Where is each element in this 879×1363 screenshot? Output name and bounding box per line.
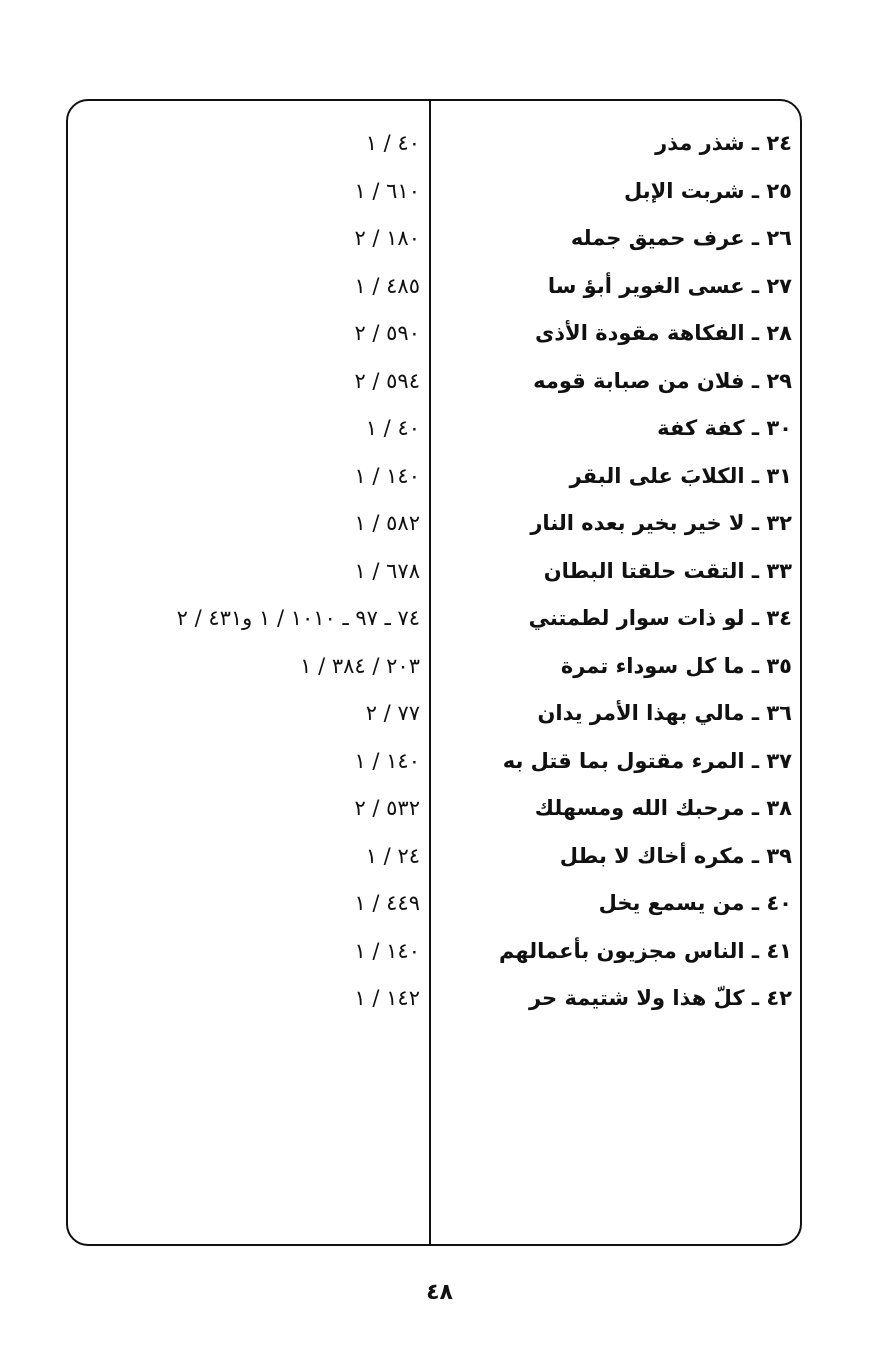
reference-entry: ٤٠ / ١ xyxy=(365,416,420,440)
proverb-entry: ٣٠ ـ كفة كفة xyxy=(657,416,792,440)
proverb-entry: ٢٧ ـ عسى الغوير أبؤ سا xyxy=(547,273,792,298)
proverb-entry: ٣٢ ـ لا خير بخير بعده النار xyxy=(530,511,792,535)
reference-entry: ١٤٠ / ١ xyxy=(354,748,420,773)
reference-entry: ٢٤ / ١ xyxy=(365,843,420,868)
reference-entry: ٥٩٤ / ٢ xyxy=(354,368,420,393)
reference-entry: ٦٧٨ / ١ xyxy=(354,558,420,583)
reference-entry: ٥٨٢ / ١ xyxy=(354,511,420,535)
reference-entry: ٥٩٠ / ٢ xyxy=(354,321,420,345)
proverb-entry: ٤٠ ـ من يسمع يخل xyxy=(598,891,792,915)
proverb-entry: ٤٢ ـ كلّ هذا ولا شتيمة حر xyxy=(528,986,792,1010)
reference-entry: ١٤٠ / ١ xyxy=(354,463,420,488)
proverb-entry: ٣٨ ـ مرحبك الله ومسهلك xyxy=(534,796,792,820)
proverb-entry: ٣٩ ـ مكره أخاك لا بطل xyxy=(559,843,792,868)
proverb-entry: ٣٤ ـ لو ذات سوار لطمتني xyxy=(528,606,792,630)
references-column xyxy=(70,120,420,1023)
proverb-entry: ٢٤ ـ شذر مذر xyxy=(655,131,792,155)
reference-entry: ٦١٠ / ١ xyxy=(354,178,420,203)
proverb-entry: ٣١ ـ الكلابَ على البقر xyxy=(569,463,792,488)
proverb-entry: ٢٨ ـ الفكاهة مقودة الأذى xyxy=(535,321,792,345)
proverb-entry: ٢٥ ـ شربت الإبل xyxy=(623,178,792,203)
proverb-entry: ٢٩ ـ فلان من صبابة قومه xyxy=(533,368,792,393)
proverb-entry: ٣٧ ـ المرء مقتول بما قتل به xyxy=(502,748,792,773)
page-number: ٤٨ xyxy=(426,1280,453,1305)
reference-entry: ٧٤ ـ ٩٧ ـ ١٠١٠ / ١ و٤٣١ / ٢ xyxy=(176,606,420,630)
proverb-entry: ٣٣ ـ التقت حلقتا البطان xyxy=(543,558,792,583)
reference-entry: ٤٨٥ / ١ xyxy=(354,273,420,298)
reference-entry: ٤٠ / ١ xyxy=(365,131,420,155)
proverb-entry: ٣٥ ـ ما كل سوداء تمرة xyxy=(560,653,792,678)
reference-entry: ٢٠٣ / ٣٨٤ / ١ xyxy=(300,653,420,678)
reference-entry: ١٨٠ / ٢ xyxy=(354,226,420,250)
reference-entry: ١٤٠ / ١ xyxy=(354,938,420,963)
proverb-entry: ٢٦ ـ عرف حميق جمله xyxy=(570,226,792,250)
reference-entry: ٤٤٩ / ١ xyxy=(354,891,420,915)
proverb-entry: ٣٦ ـ مالي بهذا الأمر يدان xyxy=(537,701,792,725)
reference-entry: ٥٣٢ / ٢ xyxy=(354,796,420,820)
proverb-entry: ٤١ ـ الناس مجزيون بأعمالهم xyxy=(498,938,792,963)
reference-entry: ٧٧ / ٢ xyxy=(365,701,420,725)
reference-entry: ١٤٢ / ١ xyxy=(354,986,420,1010)
proverbs-column xyxy=(431,120,792,1023)
